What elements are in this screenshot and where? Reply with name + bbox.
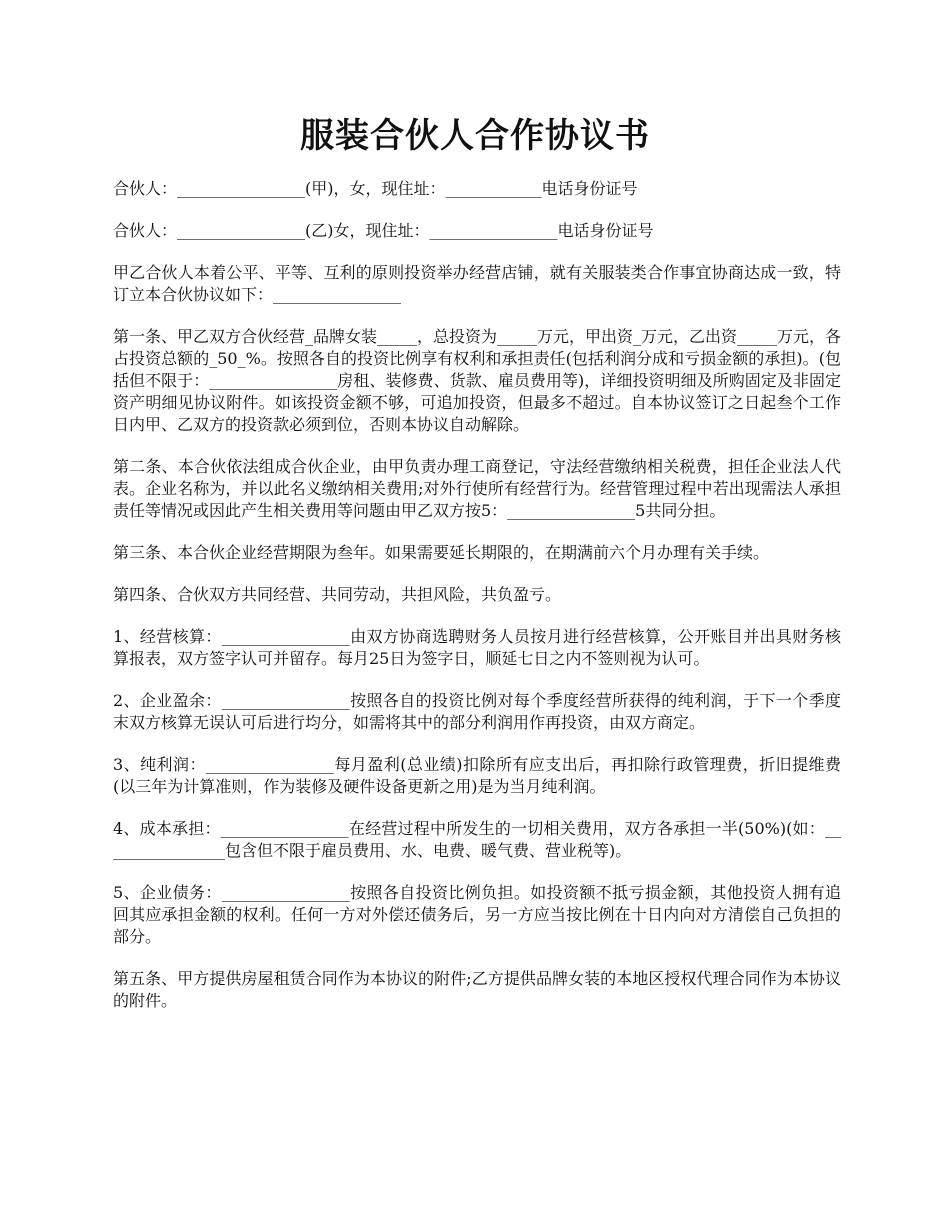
- article-4-paragraph: 第四条、合伙双方共同经营、共同劳动，共担风险，共负盈亏。: [113, 585, 562, 604]
- document-body: [113, 178, 841, 1032]
- clause-5-debts: 5、企业债务：________________按照各自投资比例负担。如投资额不抵亏损金额，其他投资人拥有追回其应承担金额的权利。任何一方对外偿还债务后，另一方应当按比例在十日内向对方清偿自己负担的部分。: [113, 883, 841, 946]
- article-3-paragraph: 第三条、本合伙企业经营期限为叁年。如果需要延长期限的，在期满前六个月办理有关手续。: [113, 543, 770, 562]
- partner-a-line: 合伙人：________________(甲)，女，现住址：____________电话身份证号: [113, 179, 638, 198]
- partner-b-line: 合伙人：________________(乙)女，现住址：________________电话身份证号: [113, 221, 654, 240]
- article-2-paragraph: 第二条、本合伙依法组成合伙企业，由甲负责办理工商登记，守法经营缴纳相关税费，担任企业法人代表。企业名称为，并以此名义缴纳相关费用;对外行使所有经营行为。经营管理过程中若出现需法人承担责任等情况或因此产生相关费用等问题由甲乙双方按5：________________5共同分担。: [113, 457, 841, 520]
- article-1-paragraph: 第一条、甲乙双方合伙经营_品牌女装_____，总投资为_____万元，甲出资_万元，乙出资_____万元，各占投资总额的_50_%。按照各自的投资比例享有权利和承担责任(包括利润分成和亏损金额的承担)。(包括但不限于：________________房租、装修费、货款、雇员费用等)，详细投资明细及所购固定及非固定资产明细见协议附件。如该投资金额不够，可追加投资，但最多不超过。自本协议签订之日起叁个工作日内甲、乙双方的投资款必须到位，否则本协议自动解除。: [113, 327, 842, 434]
- preamble-paragraph: 甲乙合伙人本着公平、平等、互利的原则投资举办经营店铺，就有关服装类合作事宜协商达成一致，特订立本合伙协议如下：________________: [113, 263, 841, 304]
- clause-3-net-profit: 3、纯利润：________________每月盈利(总业绩)扣除所有应支出后，再扣除行政管理费，折旧提维费(以三年为计算准则，作为装修及硬件设备更新之用)是为当月纯利润。: [113, 755, 841, 796]
- clause-2-surplus: 2、企业盈余：________________按照各自的投资比例对每个季度经营所获得的纯利润，于下一个季度末双方核算无误认可后进行均分，如需将其中的部分利润用作再投资，由双方商定。: [113, 691, 841, 732]
- article-5-paragraph: 第五条、甲方提供房屋租赁合同作为本协议的附件;乙方提供品牌女装的本地区授权代理合同作为本协议的附件。: [113, 969, 841, 1010]
- document-title: 服装合伙人合作协议书: [300, 116, 650, 156]
- clause-1-accounting: 1、经营核算：________________由双方协商选聘财务人员按月进行经营核算，公开账目并出具财务核算报表，双方签字认可并留存。每月25日为签字日，顺延七日之内不签则视为认可。: [113, 627, 841, 668]
- clause-4-costs: 4、成本承担：________________在经营过程中所发生的一切相关费用，双方各承担一半(50%)(如：________________包含但不限于雇员费用、水、电费、暖气费、营业税等)。: [113, 819, 841, 860]
